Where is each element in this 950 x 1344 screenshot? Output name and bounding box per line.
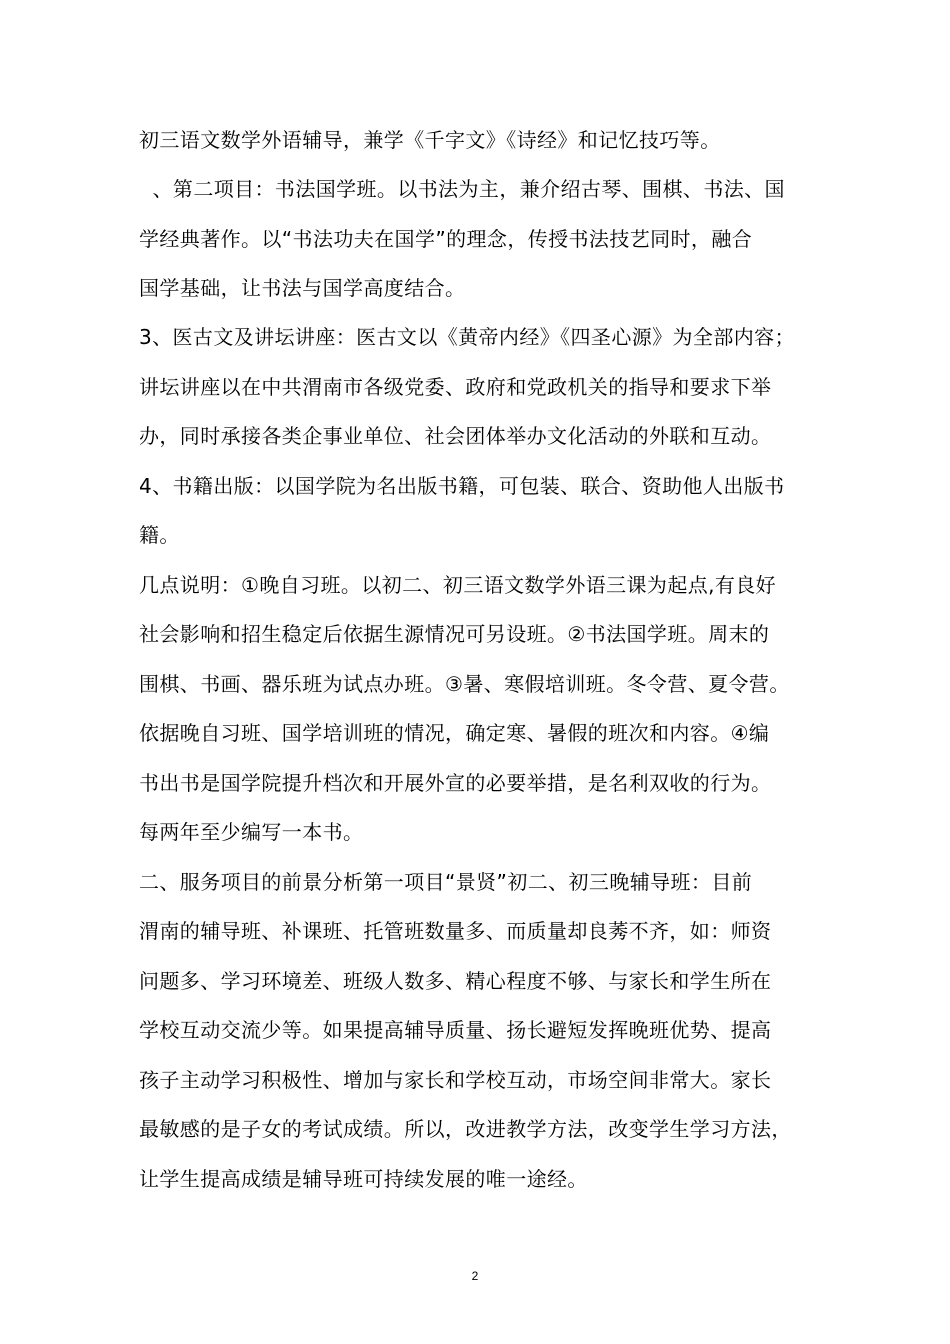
text-line: 最敏感的是子女的考试成绩。所以，改进教学方法，改变学生学习方法， [139,1117,792,1141]
text-line: 每两年至少编写一本书。 [139,820,364,844]
text-line: 4、书籍出版：以国学院为名出版书籍，可包装、联合、资助他人出版书 [139,474,785,498]
text-line: 、第二项目：书法国学班。以书法为主，兼介绍古琴、围棋、书法、国 [139,177,785,201]
text-line: 学经典著作。以“书法功夫在国学”的理念，传授书法技艺同时，融合 [139,227,753,251]
text-line: 初三语文数学外语辅导，兼学《千字文》《诗经》和记忆技巧等。 [139,128,721,152]
text-line: 3、医古文及讲坛讲座：医古文以《黄帝内经》《四圣心源》为全部内容； [139,325,795,349]
text-line: 渭南的辅导班、补课班、托管班数量多、而质量却良莠不齐，如：师资 [139,919,772,943]
text-line: 办，同时承接各类企事业单位、社会团体举办文化活动的外联和互动。 [139,424,772,448]
text-line: 书出书是国学院提升档次和开展外宣的必要举措，是名利双收的行为。 [139,771,772,795]
text-line: 社会影响和招生稳定后依据生源情况可另设班。②书法国学班。周末的 [139,622,770,646]
text-line: 让学生提高成绩是辅导班可持续发展的唯一途经。 [139,1167,588,1191]
text-line: 孩子主动学习积极性、增加与家长和学校互动，市场空间非常大。家长 [139,1068,772,1092]
text-line: 问题多、学习环境差、班级人数多、精心程度不够、与家长和学生所在 [139,969,772,993]
text-line: 围棋、书画、器乐班为试点办班。③暑、寒假培训班。冬令营、夏令营。 [139,672,790,696]
text-line: 国学基础，让书法与国学高度结合。 [139,276,466,300]
text-line: 依据晚自习班、国学培训班的情况，确定寒、暑假的班次和内容。④编 [139,721,770,745]
text-line: 籍。 [139,523,180,547]
text-line: 学校互动交流少等。如果提高辅导质量、扬长避短发挥晚班优势、提高 [139,1018,772,1042]
text-line: 二、服务项目的前景分析第一项目“景贤”初二、初三晚辅导班：目前 [139,870,753,894]
text-line: 几点说明：①晚自习班。以初二、初三语文数学外语三课为起点,有良好 [139,573,777,597]
text-line: 讲坛讲座以在中共渭南市各级党委、政府和党政机关的指导和要求下举 [139,375,772,399]
page-number: 2 [471,1269,479,1283]
